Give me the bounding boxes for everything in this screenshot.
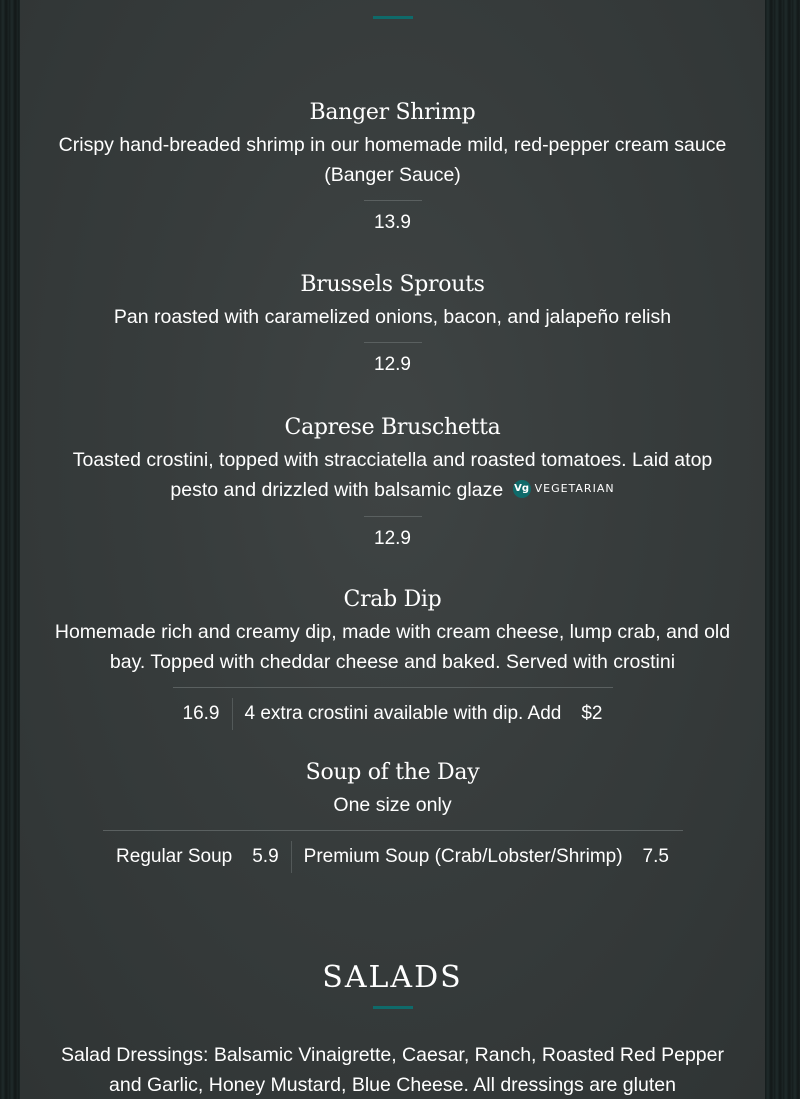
menu-item-brussels-sprouts bbox=[20, 270, 765, 377]
item-name: Soup of the Day bbox=[305, 760, 480, 785]
menu-item-banger-shrimp bbox=[20, 98, 765, 235]
vegetarian-badge bbox=[513, 474, 615, 504]
item-description bbox=[20, 445, 765, 506]
item-price: 13.9 bbox=[374, 212, 411, 233]
item-name: Brussels Sprouts bbox=[300, 272, 485, 297]
item-description-text: Toasted crostini, topped with stracciatella and roasted tomatoes. Laid atop pesto and drizzled with balsamic glaze bbox=[72, 449, 713, 501]
item-divider bbox=[364, 342, 422, 343]
vegetarian-label: VEGETARIAN bbox=[534, 481, 615, 495]
item-divider bbox=[364, 200, 422, 201]
item-description: Pan roasted with caramelized onions, bacon, and jalapeño relish bbox=[113, 306, 672, 328]
item-divider bbox=[364, 516, 422, 517]
item-divider bbox=[173, 687, 613, 688]
item-price: 16.9 bbox=[182, 703, 220, 724]
item-price-row bbox=[20, 527, 765, 551]
item-price: 12.9 bbox=[374, 527, 411, 549]
option-price: 5.9 bbox=[252, 846, 279, 867]
item-price-row bbox=[20, 698, 765, 730]
item-name: Banger Shrimp bbox=[309, 100, 476, 125]
price-separator bbox=[232, 698, 233, 730]
addon-label: 4 extra crostini available with dip. Add bbox=[244, 703, 562, 724]
section-title-salads: SALADS bbox=[322, 960, 463, 995]
menu-item-crab-dip bbox=[20, 585, 765, 730]
item-price-row bbox=[20, 841, 765, 873]
item-description: Homemade rich and creamy dip, made with cream cheese, lump crab, and old bay. Topped with cheddar cheese and baked. Served with crostini bbox=[54, 621, 731, 673]
price-separator bbox=[291, 841, 292, 873]
item-description: Crispy hand-breaded shrimp in our homemade mild, red-pepper cream sauce (Banger Sauce) bbox=[58, 134, 727, 186]
addon-price: $2 bbox=[581, 703, 603, 724]
item-price-row bbox=[20, 211, 765, 235]
salad-dressings-note: Salad Dressings: Balsamic Vinaigrette, Caesar, Ranch, Roasted Red Pepper and Garlic, Honey Mustard, Blue Cheese. All dressings are gluten bbox=[61, 1044, 724, 1096]
item-price: 12.9 bbox=[374, 354, 411, 375]
menu-item-soup-of-the-day bbox=[20, 758, 765, 873]
item-divider bbox=[103, 830, 683, 831]
item-price-row bbox=[20, 353, 765, 377]
option-label: Premium Soup (Crab/Lobster/Shrimp) bbox=[303, 846, 623, 867]
item-name: Crab Dip bbox=[343, 587, 442, 612]
item-name: Caprese Bruschetta bbox=[284, 415, 501, 440]
option-label: Regular Soup bbox=[116, 846, 233, 867]
item-description: One size only bbox=[333, 794, 452, 816]
menu-panel bbox=[20, 0, 765, 1099]
section-accent-rule bbox=[373, 1006, 413, 1009]
menu-item-caprese-bruschetta bbox=[20, 413, 765, 551]
section-accent-rule bbox=[373, 16, 413, 19]
wood-border-left bbox=[0, 0, 20, 1099]
wood-border-right bbox=[765, 0, 800, 1099]
vegetarian-icon: Vg bbox=[513, 480, 531, 498]
option-price: 7.5 bbox=[642, 846, 669, 867]
